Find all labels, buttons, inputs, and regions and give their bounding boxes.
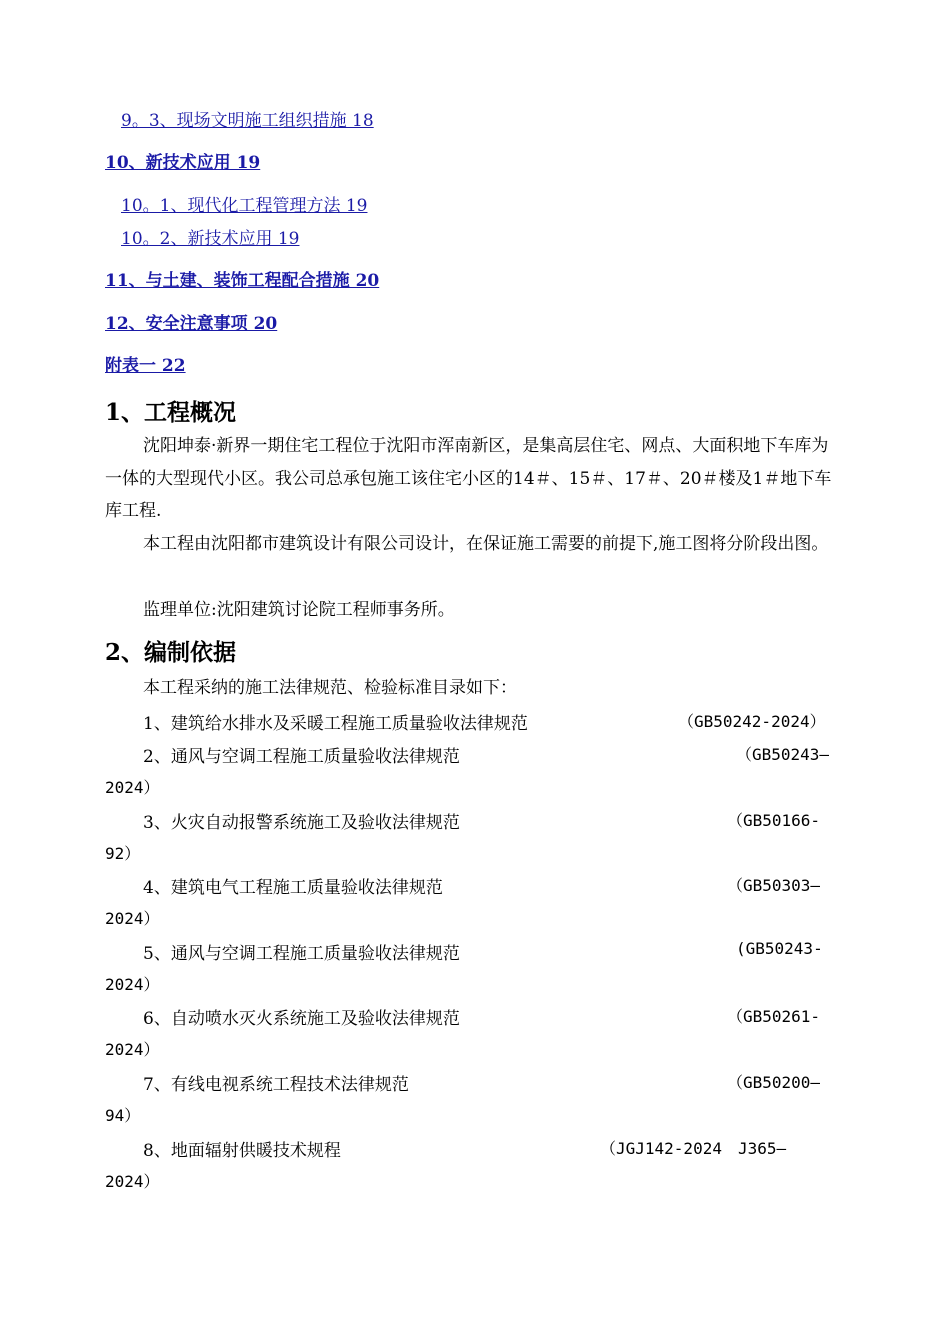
section-1-paragraph-2: 本工程由沈阳都市建筑设计有限公司设计，在保证施工需要的前提下,施工图将分阶段出图。 <box>143 534 829 554</box>
standard-title: 8、地面辐射供暖技术规程 <box>143 1141 341 1161</box>
standard-code: （GB50166- <box>727 811 821 830</box>
standard-code-continued: 2024） <box>105 1040 160 1059</box>
standard-code: （GB50303— <box>727 876 821 895</box>
standard-item-7 <box>0 1070 950 1136</box>
standard-title: 6、自动喷水灭火系统施工及验收法律规范 <box>143 1009 460 1029</box>
standard-code-continued: 2024） <box>105 1172 160 1191</box>
standard-code: （GB50200— <box>727 1073 821 1092</box>
toc-link-10-2[interactable]: 10。2、新技术应用 19 <box>121 229 300 249</box>
standard-item-6 <box>0 1004 950 1070</box>
standard-item-8 <box>0 1136 950 1202</box>
standard-title: 4、建筑电气工程施工质量验收法律规范 <box>143 878 443 898</box>
standard-code-continued: 94） <box>105 1106 141 1125</box>
toc-link-11[interactable]: 11、与土建、装饰工程配合措施 20 <box>105 271 380 291</box>
standard-item-5 <box>0 939 950 1005</box>
standard-item-2 <box>0 742 950 808</box>
toc-link-10-1[interactable]: 10。1、现代化工程管理方法 19 <box>121 196 368 216</box>
toc-link-appendix-1[interactable]: 附表一 22 <box>105 356 186 376</box>
standard-item-3 <box>0 808 950 874</box>
section-1-heading: 1、工程概况 <box>105 399 237 426</box>
standard-title: 7、有线电视系统工程技术法律规范 <box>143 1075 409 1095</box>
standard-title: 3、火灾自动报警系统施工及验收法律规范 <box>143 813 460 833</box>
standard-code: （JGJ142-2024 J365— <box>600 1139 787 1158</box>
section-1-paragraph-1: 沈阳坤泰·新界一期住宅工程位于沈阳市浑南新区，是集高层住宅、网点、大面积地下车库为一体的大型现代小区。我公司总承包施工该住宅小区的14＃、15＃、17＃、20＃楼及1＃地下车库工程. <box>105 436 832 521</box>
standard-code-continued: 2024） <box>105 975 160 994</box>
standard-code-continued: 92） <box>105 844 141 863</box>
standard-code: （GB50261- <box>727 1007 821 1026</box>
standard-code: （GB50242-2024） <box>678 712 826 731</box>
section-2-intro: 本工程采纳的施工法律规范、检验标准目录如下： <box>143 678 517 698</box>
toc-link-9-3[interactable]: 9。3、现场文明施工组织措施 18 <box>121 111 374 131</box>
section-2-heading: 2、编制依据 <box>105 639 237 666</box>
standard-code-continued: 2024） <box>105 778 160 797</box>
standard-code-continued: 2024） <box>105 909 160 928</box>
standard-title: 2、通风与空调工程施工质量验收法律规范 <box>143 747 460 767</box>
section-1-paragraph-3: 监理单位:沈阳建筑讨论院工程师事务所。 <box>143 600 455 620</box>
toc-link-10[interactable]: 10、新技术应用 19 <box>105 153 261 173</box>
standard-title: 1、建筑给水排水及采暖工程施工质量验收法律规范 <box>143 714 528 734</box>
toc-link-12[interactable]: 12、安全注意事项 20 <box>105 314 278 334</box>
standard-code: （GB50243— <box>736 745 830 764</box>
standard-title: 5、通风与空调工程施工质量验收法律规范 <box>143 944 460 964</box>
standard-item-4 <box>0 873 950 939</box>
standard-code: (GB50243- <box>736 939 823 958</box>
